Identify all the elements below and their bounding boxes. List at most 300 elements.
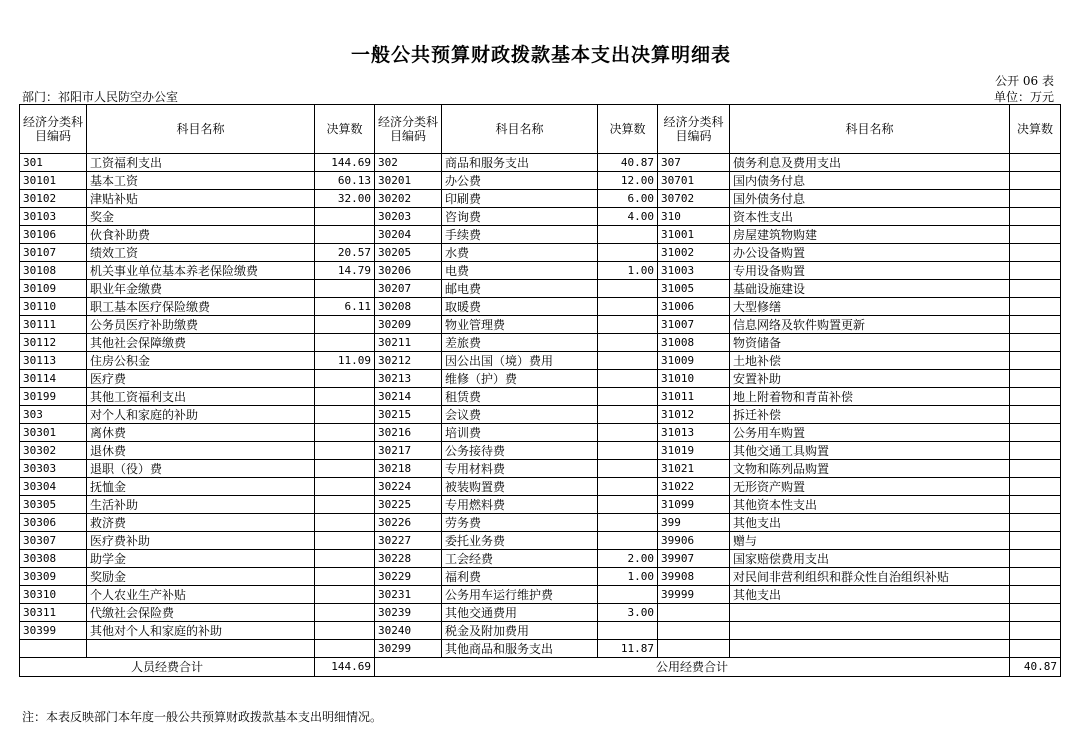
code-cell: 30309 (20, 568, 87, 586)
code-cell: 30228 (375, 550, 442, 568)
amount-cell (598, 370, 658, 388)
code-cell: 30108 (20, 262, 87, 280)
code-cell: 30206 (375, 262, 442, 280)
amount-cell (315, 586, 375, 604)
name-cell: 奖励金 (87, 568, 315, 586)
amount-cell (315, 406, 375, 424)
amount-cell (1010, 172, 1061, 190)
code-cell: 30239 (375, 604, 442, 622)
code-cell: 31001 (658, 226, 730, 244)
amount-cell (598, 622, 658, 640)
code-cell: 30111 (20, 316, 87, 334)
amount-cell (1010, 244, 1061, 262)
amount-cell (598, 316, 658, 334)
code-cell: 31011 (658, 388, 730, 406)
code-cell: 30302 (20, 442, 87, 460)
name-cell: 生活补助 (87, 496, 315, 514)
name-cell: 对民间非营利组织和群众性自治组织补贴 (730, 568, 1010, 586)
amount-cell (1010, 316, 1061, 334)
code-cell: 30224 (375, 478, 442, 496)
name-cell: 资本性支出 (730, 208, 1010, 226)
totals-row (20, 658, 1061, 677)
amount-cell (1010, 226, 1061, 244)
amount-cell: 1.00 (598, 262, 658, 280)
amount-cell (1010, 208, 1061, 226)
code-cell: 30209 (375, 316, 442, 334)
header-amount-1: 决算数 (315, 105, 375, 154)
code-cell: 30306 (20, 514, 87, 532)
table-row (20, 478, 1061, 496)
code-cell: 31022 (658, 478, 730, 496)
code-cell: 307 (658, 154, 730, 172)
amount-cell (1010, 532, 1061, 550)
name-cell: 公务用车购置 (730, 424, 1010, 442)
amount-cell (1010, 190, 1061, 208)
name-cell: 公务用车运行维护费 (442, 586, 598, 604)
amount-cell (315, 514, 375, 532)
amount-cell (598, 514, 658, 532)
header-name-1: 科目名称 (87, 105, 315, 154)
name-cell: 其他交通费用 (442, 604, 598, 622)
name-cell: 国内债务付息 (730, 172, 1010, 190)
amount-cell (1010, 442, 1061, 460)
code-cell: 31006 (658, 298, 730, 316)
name-cell: 其他支出 (730, 586, 1010, 604)
name-cell: 债务利息及费用支出 (730, 154, 1010, 172)
name-cell: 会议费 (442, 406, 598, 424)
amount-cell: 20.57 (315, 244, 375, 262)
name-cell: 基础设施建设 (730, 280, 1010, 298)
name-cell: 福利费 (442, 568, 598, 586)
name-cell: 土地补偿 (730, 352, 1010, 370)
name-cell: 公务接待费 (442, 442, 598, 460)
code-cell: 30208 (375, 298, 442, 316)
name-cell: 个人农业生产补贴 (87, 586, 315, 604)
name-cell: 助学金 (87, 550, 315, 568)
name-cell: 培训费 (442, 424, 598, 442)
table-row (20, 496, 1061, 514)
amount-cell (1010, 298, 1061, 316)
amount-cell: 6.00 (598, 190, 658, 208)
code-cell: 30212 (375, 352, 442, 370)
code-cell: 30216 (375, 424, 442, 442)
code-cell: 31021 (658, 460, 730, 478)
name-cell: 拆迁补偿 (730, 406, 1010, 424)
name-cell: 文物和陈列品购置 (730, 460, 1010, 478)
table-row (20, 334, 1061, 352)
amount-cell (598, 226, 658, 244)
name-cell: 电费 (442, 262, 598, 280)
code-cell: 30310 (20, 586, 87, 604)
name-cell: 抚恤金 (87, 478, 315, 496)
amount-cell (598, 478, 658, 496)
name-cell: 工资福利支出 (87, 154, 315, 172)
code-cell: 31009 (658, 352, 730, 370)
name-cell: 咨询费 (442, 208, 598, 226)
code-cell: 30213 (375, 370, 442, 388)
name-cell: 离休费 (87, 424, 315, 442)
code-cell: 30107 (20, 244, 87, 262)
name-cell: 邮电费 (442, 280, 598, 298)
name-cell: 办公费 (442, 172, 598, 190)
amount-cell (315, 478, 375, 496)
table-row (20, 640, 1061, 658)
code-cell: 30102 (20, 190, 87, 208)
name-cell: 水费 (442, 244, 598, 262)
amount-cell (598, 532, 658, 550)
amount-cell (1010, 424, 1061, 442)
amount-cell (315, 640, 375, 658)
code-cell: 30106 (20, 226, 87, 244)
name-cell: 印刷费 (442, 190, 598, 208)
amount-cell (1010, 388, 1061, 406)
expenditure-table (19, 104, 1061, 677)
code-cell: 39907 (658, 550, 730, 568)
amount-cell (1010, 514, 1061, 532)
name-cell: 医疗费补助 (87, 532, 315, 550)
name-cell: 退职（役）费 (87, 460, 315, 478)
table-header-row (20, 105, 1061, 154)
code-cell: 30227 (375, 532, 442, 550)
amount-cell (598, 334, 658, 352)
code-cell: 310 (658, 208, 730, 226)
name-cell: 住房公积金 (87, 352, 315, 370)
name-cell: 办公设备购置 (730, 244, 1010, 262)
amount-cell: 11.87 (598, 640, 658, 658)
name-cell: 其他社会保障缴费 (87, 334, 315, 352)
table-row (20, 280, 1061, 298)
code-cell: 30226 (375, 514, 442, 532)
amount-cell (598, 244, 658, 262)
code-cell: 31002 (658, 244, 730, 262)
amount-cell (315, 226, 375, 244)
code-cell: 30203 (375, 208, 442, 226)
name-cell: 机关事业单位基本养老保险缴费 (87, 262, 315, 280)
code-cell: 302 (375, 154, 442, 172)
name-cell: 商品和服务支出 (442, 154, 598, 172)
name-cell: 专用燃料费 (442, 496, 598, 514)
name-cell: 其他支出 (730, 514, 1010, 532)
code-cell: 31019 (658, 442, 730, 460)
department-label: 部门：祁阳市人民防空办公室 (22, 90, 179, 104)
table-code: 公开 06 表 (995, 74, 1054, 88)
table-row (20, 550, 1061, 568)
amount-cell (598, 406, 658, 424)
name-cell: 因公出国（境）费用 (442, 352, 598, 370)
name-cell: 差旅费 (442, 334, 598, 352)
public-total-value: 40.87 (1010, 658, 1061, 677)
code-cell: 39906 (658, 532, 730, 550)
amount-cell (1010, 550, 1061, 568)
amount-cell (598, 352, 658, 370)
table-row (20, 514, 1061, 532)
amount-cell: 6.11 (315, 298, 375, 316)
code-cell: 399 (658, 514, 730, 532)
amount-cell (598, 298, 658, 316)
amount-cell (315, 370, 375, 388)
name-cell: 委托业务费 (442, 532, 598, 550)
name-cell: 津贴补贴 (87, 190, 315, 208)
personnel-total-value: 144.69 (315, 658, 375, 677)
code-cell (658, 622, 730, 640)
amount-cell: 4.00 (598, 208, 658, 226)
code-cell: 31012 (658, 406, 730, 424)
code-cell: 30217 (375, 442, 442, 460)
amount-cell (315, 442, 375, 460)
table-row (20, 586, 1061, 604)
header-name-3: 科目名称 (730, 105, 1010, 154)
amount-cell: 14.79 (315, 262, 375, 280)
header-code-1: 经济分类科目编码 (20, 105, 87, 154)
name-cell: 劳务费 (442, 514, 598, 532)
name-cell: 手续费 (442, 226, 598, 244)
amount-cell (598, 586, 658, 604)
code-cell: 30701 (658, 172, 730, 190)
amount-cell (315, 550, 375, 568)
code-cell: 30301 (20, 424, 87, 442)
header-code-2: 经济分类科目编码 (375, 105, 442, 154)
code-cell: 30229 (375, 568, 442, 586)
table-body (20, 154, 1061, 658)
amount-cell (315, 460, 375, 478)
name-cell: 退休费 (87, 442, 315, 460)
amount-cell (315, 208, 375, 226)
amount-cell: 60.13 (315, 172, 375, 190)
name-cell: 医疗费 (87, 370, 315, 388)
code-cell: 30202 (375, 190, 442, 208)
amount-cell: 144.69 (315, 154, 375, 172)
table-row (20, 370, 1061, 388)
name-cell: 物业管理费 (442, 316, 598, 334)
code-cell: 30303 (20, 460, 87, 478)
page-title: 一般公共预算财政拨款基本支出决算明细表 (350, 44, 731, 66)
code-cell (658, 640, 730, 658)
code-cell: 30399 (20, 622, 87, 640)
amount-cell (315, 568, 375, 586)
code-cell: 30205 (375, 244, 442, 262)
name-cell: 大型修缮 (730, 298, 1010, 316)
table-row (20, 460, 1061, 478)
header-name-2: 科目名称 (442, 105, 598, 154)
table-row (20, 244, 1061, 262)
code-cell: 30299 (375, 640, 442, 658)
code-cell: 30201 (375, 172, 442, 190)
amount-cell (315, 622, 375, 640)
amount-cell (315, 424, 375, 442)
name-cell: 地上附着物和青苗补偿 (730, 388, 1010, 406)
code-cell: 30702 (658, 190, 730, 208)
name-cell: 维修（护）费 (442, 370, 598, 388)
code-cell: 31010 (658, 370, 730, 388)
table-row (20, 424, 1061, 442)
code-cell: 301 (20, 154, 87, 172)
code-cell: 31013 (658, 424, 730, 442)
amount-cell (598, 280, 658, 298)
amount-cell: 32.00 (315, 190, 375, 208)
code-cell: 39908 (658, 568, 730, 586)
footnote: 注：本表反映部门本年度一般公共预算财政拨款基本支出明细情况。 (22, 710, 383, 724)
amount-cell (315, 280, 375, 298)
table-row (20, 388, 1061, 406)
name-cell: 无形资产购置 (730, 478, 1010, 496)
code-cell (658, 604, 730, 622)
amount-cell (1010, 370, 1061, 388)
name-cell: 国家赔偿费用支出 (730, 550, 1010, 568)
code-cell: 30112 (20, 334, 87, 352)
name-cell: 信息网络及软件购置更新 (730, 316, 1010, 334)
name-cell: 公务员医疗补助缴费 (87, 316, 315, 334)
code-cell: 30211 (375, 334, 442, 352)
amount-cell (1010, 586, 1061, 604)
name-cell: 取暖费 (442, 298, 598, 316)
amount-cell: 12.00 (598, 172, 658, 190)
amount-cell (1010, 496, 1061, 514)
table-row (20, 190, 1061, 208)
amount-cell (1010, 460, 1061, 478)
code-cell: 30101 (20, 172, 87, 190)
name-cell: 物资储备 (730, 334, 1010, 352)
name-cell: 职工基本医疗保险缴费 (87, 298, 315, 316)
code-cell: 31008 (658, 334, 730, 352)
code-cell: 31003 (658, 262, 730, 280)
name-cell: 赠与 (730, 532, 1010, 550)
amount-cell (598, 388, 658, 406)
table-row (20, 172, 1061, 190)
public-total-label: 公用经费合计 (375, 658, 1010, 677)
table-row (20, 604, 1061, 622)
amount-cell (1010, 352, 1061, 370)
name-cell: 绩效工资 (87, 244, 315, 262)
name-cell: 职业年金缴费 (87, 280, 315, 298)
code-cell: 30113 (20, 352, 87, 370)
personnel-total-label: 人员经费合计 (20, 658, 315, 677)
code-cell: 39999 (658, 586, 730, 604)
table-row (20, 208, 1061, 226)
name-cell: 奖金 (87, 208, 315, 226)
code-cell: 30308 (20, 550, 87, 568)
table-row (20, 352, 1061, 370)
code-cell: 30110 (20, 298, 87, 316)
code-cell: 30231 (375, 586, 442, 604)
code-cell: 31099 (658, 496, 730, 514)
name-cell: 专用设备购置 (730, 262, 1010, 280)
table-row (20, 154, 1061, 172)
amount-cell (1010, 280, 1061, 298)
code-cell: 30199 (20, 388, 87, 406)
header-amount-2: 决算数 (598, 105, 658, 154)
amount-cell (1010, 154, 1061, 172)
name-cell: 其他资本性支出 (730, 496, 1010, 514)
name-cell: 专用材料费 (442, 460, 598, 478)
code-cell: 30304 (20, 478, 87, 496)
name-cell: 其他工资福利支出 (87, 388, 315, 406)
table-row (20, 298, 1061, 316)
name-cell: 房屋建筑物购建 (730, 226, 1010, 244)
amount-cell (315, 334, 375, 352)
name-cell: 代缴社会保险费 (87, 604, 315, 622)
name-cell: 国外债务付息 (730, 190, 1010, 208)
amount-cell (1010, 406, 1061, 424)
amount-cell (598, 460, 658, 478)
code-cell: 30204 (375, 226, 442, 244)
name-cell: 被装购置费 (442, 478, 598, 496)
amount-cell (1010, 262, 1061, 280)
amount-cell (315, 604, 375, 622)
table-row (20, 406, 1061, 424)
name-cell (730, 622, 1010, 640)
amount-cell (598, 442, 658, 460)
amount-cell (1010, 640, 1061, 658)
table-row (20, 532, 1061, 550)
code-cell: 30218 (375, 460, 442, 478)
name-cell (730, 640, 1010, 658)
name-cell (730, 604, 1010, 622)
amount-cell (1010, 334, 1061, 352)
code-cell: 31005 (658, 280, 730, 298)
amount-cell (1010, 568, 1061, 586)
name-cell: 伙食补助费 (87, 226, 315, 244)
code-cell: 31007 (658, 316, 730, 334)
name-cell: 工会经费 (442, 550, 598, 568)
amount-cell (598, 496, 658, 514)
name-cell: 基本工资 (87, 172, 315, 190)
code-cell: 303 (20, 406, 87, 424)
amount-cell: 3.00 (598, 604, 658, 622)
name-cell: 救济费 (87, 514, 315, 532)
code-cell: 30240 (375, 622, 442, 640)
name-cell (87, 640, 315, 658)
code-cell: 30207 (375, 280, 442, 298)
code-cell: 30311 (20, 604, 87, 622)
name-cell: 其他商品和服务支出 (442, 640, 598, 658)
amount-cell: 40.87 (598, 154, 658, 172)
amount-cell (1010, 604, 1061, 622)
unit-label: 单位：万元 (993, 90, 1054, 104)
name-cell: 其他交通工具购置 (730, 442, 1010, 460)
amount-cell (315, 388, 375, 406)
table-row (20, 226, 1061, 244)
table-row (20, 442, 1061, 460)
code-cell: 30103 (20, 208, 87, 226)
amount-cell (315, 316, 375, 334)
table-row (20, 262, 1061, 280)
code-cell: 30109 (20, 280, 87, 298)
code-cell: 30215 (375, 406, 442, 424)
table-row (20, 316, 1061, 334)
name-cell: 税金及附加费用 (442, 622, 598, 640)
code-cell: 30114 (20, 370, 87, 388)
amount-cell: 1.00 (598, 568, 658, 586)
code-cell (20, 640, 87, 658)
code-cell: 30214 (375, 388, 442, 406)
table-row (20, 622, 1061, 640)
amount-cell: 11.09 (315, 352, 375, 370)
amount-cell (315, 496, 375, 514)
header-code-3: 经济分类科目编码 (658, 105, 730, 154)
amount-cell (598, 424, 658, 442)
amount-cell (1010, 622, 1061, 640)
amount-cell: 2.00 (598, 550, 658, 568)
header-amount-3: 决算数 (1010, 105, 1061, 154)
code-cell: 30305 (20, 496, 87, 514)
code-cell: 30307 (20, 532, 87, 550)
name-cell: 对个人和家庭的补助 (87, 406, 315, 424)
table-row (20, 568, 1061, 586)
name-cell: 其他对个人和家庭的补助 (87, 622, 315, 640)
name-cell: 租赁费 (442, 388, 598, 406)
amount-cell (315, 532, 375, 550)
code-cell: 30225 (375, 496, 442, 514)
